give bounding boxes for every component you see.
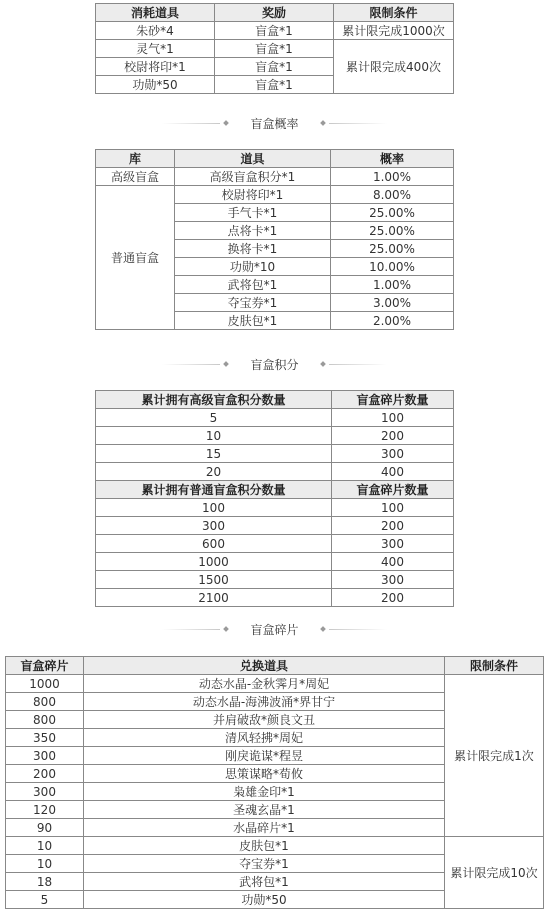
limit-cell: 累计限完成1000次 xyxy=(334,22,454,40)
points-cell: 300 xyxy=(96,517,332,535)
fragments-cell: 100 xyxy=(332,499,454,517)
fragments-cell: 200 xyxy=(332,517,454,535)
section-heading xyxy=(0,113,549,133)
column-header: 概率 xyxy=(331,150,454,168)
cost-cell: 350 xyxy=(6,729,84,747)
item-cell: 枭雄金印*1 xyxy=(84,783,445,801)
item-cell: 皮肤包*1 xyxy=(84,837,445,855)
item-cell: 武将包*1 xyxy=(175,276,331,294)
points-table xyxy=(95,390,454,607)
pool-cell: 普通盲盒 xyxy=(96,186,175,330)
table-header-row xyxy=(96,481,454,499)
fragments-cell: 300 xyxy=(332,535,454,553)
column-header: 盲盒碎片 xyxy=(6,657,84,675)
cost-item-cell: 灵气*1 xyxy=(96,40,215,58)
cost-cell: 18 xyxy=(6,873,84,891)
item-cell: 功勋*10 xyxy=(175,258,331,276)
table-row xyxy=(96,499,454,517)
table-row xyxy=(96,589,454,607)
cost-item-cell: 功勋*50 xyxy=(96,76,215,94)
diamond-icon xyxy=(224,361,230,367)
section-title: 盲盒概率 xyxy=(250,116,299,131)
divider-line xyxy=(329,123,387,124)
probability-cell: 10.00% xyxy=(331,258,454,276)
points-cell: 100 xyxy=(96,499,332,517)
fragments-cell: 200 xyxy=(332,589,454,607)
fragments-cell: 300 xyxy=(332,571,454,589)
column-header: 奖励 xyxy=(215,4,334,22)
cost-cell: 200 xyxy=(6,765,84,783)
item-cell: 刚戾诡谋*程昱 xyxy=(84,747,445,765)
table-header-row xyxy=(96,391,454,409)
table-row xyxy=(96,445,454,463)
probability-cell: 25.00% xyxy=(331,240,454,258)
cost-item-cell: 校尉将印*1 xyxy=(96,58,215,76)
table-row xyxy=(6,837,544,855)
column-header: 消耗道具 xyxy=(96,4,215,22)
reward-cell: 盲盒*1 xyxy=(215,76,334,94)
probability-table xyxy=(95,149,454,330)
table-row xyxy=(96,517,454,535)
item-cell: 圣魂玄晶*1 xyxy=(84,801,445,819)
points-cell: 10 xyxy=(96,427,332,445)
points-cell: 1500 xyxy=(96,571,332,589)
table-row xyxy=(96,40,454,58)
points-cell: 5 xyxy=(96,409,332,427)
cost-cell: 5 xyxy=(6,891,84,909)
fragments-cell: 200 xyxy=(332,427,454,445)
table-row xyxy=(96,186,454,204)
item-cell: 动态水晶-金秋霁月*周妃 xyxy=(84,675,445,693)
points-cell: 15 xyxy=(96,445,332,463)
item-cell: 并肩破敌*颜良文丑 xyxy=(84,711,445,729)
diamond-icon xyxy=(224,626,230,632)
table-row xyxy=(96,427,454,445)
cost-cell: 300 xyxy=(6,783,84,801)
column-header: 道具 xyxy=(175,150,331,168)
limit-cell: 累计限完成400次 xyxy=(334,40,454,94)
item-cell: 动态水晶-海沸波涌*界甘宁 xyxy=(84,693,445,711)
cost-cell: 1000 xyxy=(6,675,84,693)
reward-cell: 盲盒*1 xyxy=(215,22,334,40)
limit-cell: 累计限完成1次 xyxy=(445,675,544,837)
column-header: 累计拥有高级盲盒积分数量 xyxy=(96,391,332,409)
cost-cell: 800 xyxy=(6,711,84,729)
probability-cell: 1.00% xyxy=(331,276,454,294)
column-header: 盲盒碎片数量 xyxy=(332,481,454,499)
exchange-table xyxy=(95,3,454,94)
table-row xyxy=(96,571,454,589)
fragment-exchange-table xyxy=(5,656,544,909)
table-row xyxy=(96,168,454,186)
fragments-cell: 400 xyxy=(332,463,454,481)
divider-line xyxy=(162,364,220,365)
cost-cell: 300 xyxy=(6,747,84,765)
cost-item-cell: 朱砂*4 xyxy=(96,22,215,40)
table-row xyxy=(6,675,544,693)
item-cell: 清风轻拂*周妃 xyxy=(84,729,445,747)
item-cell: 夺宝券*1 xyxy=(175,294,331,312)
column-header: 限制条件 xyxy=(445,657,544,675)
divider-line xyxy=(162,629,220,630)
section-title: 盲盒积分 xyxy=(250,357,299,372)
points-cell: 20 xyxy=(96,463,332,481)
divider-line xyxy=(329,629,387,630)
section-heading xyxy=(0,619,549,639)
table-header-row xyxy=(96,4,454,22)
column-header: 限制条件 xyxy=(334,4,454,22)
item-cell: 水晶碎片*1 xyxy=(84,819,445,837)
item-cell: 功勋*50 xyxy=(84,891,445,909)
item-cell: 夺宝券*1 xyxy=(84,855,445,873)
column-header: 盲盒碎片数量 xyxy=(332,391,454,409)
points-cell: 1000 xyxy=(96,553,332,571)
probability-cell: 2.00% xyxy=(331,312,454,330)
column-header: 库 xyxy=(96,150,175,168)
table-header-row xyxy=(6,657,544,675)
probability-cell: 25.00% xyxy=(331,222,454,240)
cost-cell: 10 xyxy=(6,837,84,855)
section-title: 盲盒碎片 xyxy=(250,622,299,637)
points-cell: 600 xyxy=(96,535,332,553)
points-cell: 2100 xyxy=(96,589,332,607)
cost-cell: 90 xyxy=(6,819,84,837)
table-row xyxy=(96,535,454,553)
fragments-cell: 300 xyxy=(332,445,454,463)
item-cell: 思策谋略*荀攸 xyxy=(84,765,445,783)
item-cell: 高级盲盒积分*1 xyxy=(175,168,331,186)
divider-line xyxy=(162,123,220,124)
probability-cell: 1.00% xyxy=(331,168,454,186)
column-header: 累计拥有普通盲盒积分数量 xyxy=(96,481,332,499)
table-row xyxy=(96,409,454,427)
item-cell: 换将卡*1 xyxy=(175,240,331,258)
divider-line xyxy=(329,364,387,365)
diamond-icon xyxy=(320,120,326,126)
item-cell: 手气卡*1 xyxy=(175,204,331,222)
item-cell: 武将包*1 xyxy=(84,873,445,891)
section-heading xyxy=(0,354,549,374)
table-row xyxy=(96,22,454,40)
reward-cell: 盲盒*1 xyxy=(215,58,334,76)
probability-cell: 8.00% xyxy=(331,186,454,204)
table-row xyxy=(96,553,454,571)
fragments-cell: 100 xyxy=(332,409,454,427)
item-cell: 皮肤包*1 xyxy=(175,312,331,330)
cost-cell: 800 xyxy=(6,693,84,711)
table-row xyxy=(96,463,454,481)
column-header: 兑换道具 xyxy=(84,657,445,675)
fragments-cell: 400 xyxy=(332,553,454,571)
table-header-row xyxy=(96,150,454,168)
cost-cell: 120 xyxy=(6,801,84,819)
probability-cell: 25.00% xyxy=(331,204,454,222)
probability-cell: 3.00% xyxy=(331,294,454,312)
pool-cell: 高级盲盒 xyxy=(96,168,175,186)
diamond-icon xyxy=(320,626,326,632)
cost-cell: 10 xyxy=(6,855,84,873)
item-cell: 校尉将印*1 xyxy=(175,186,331,204)
item-cell: 点将卡*1 xyxy=(175,222,331,240)
diamond-icon xyxy=(320,361,326,367)
diamond-icon xyxy=(224,120,230,126)
reward-cell: 盲盒*1 xyxy=(215,40,334,58)
limit-cell: 累计限完成10次 xyxy=(445,837,544,909)
